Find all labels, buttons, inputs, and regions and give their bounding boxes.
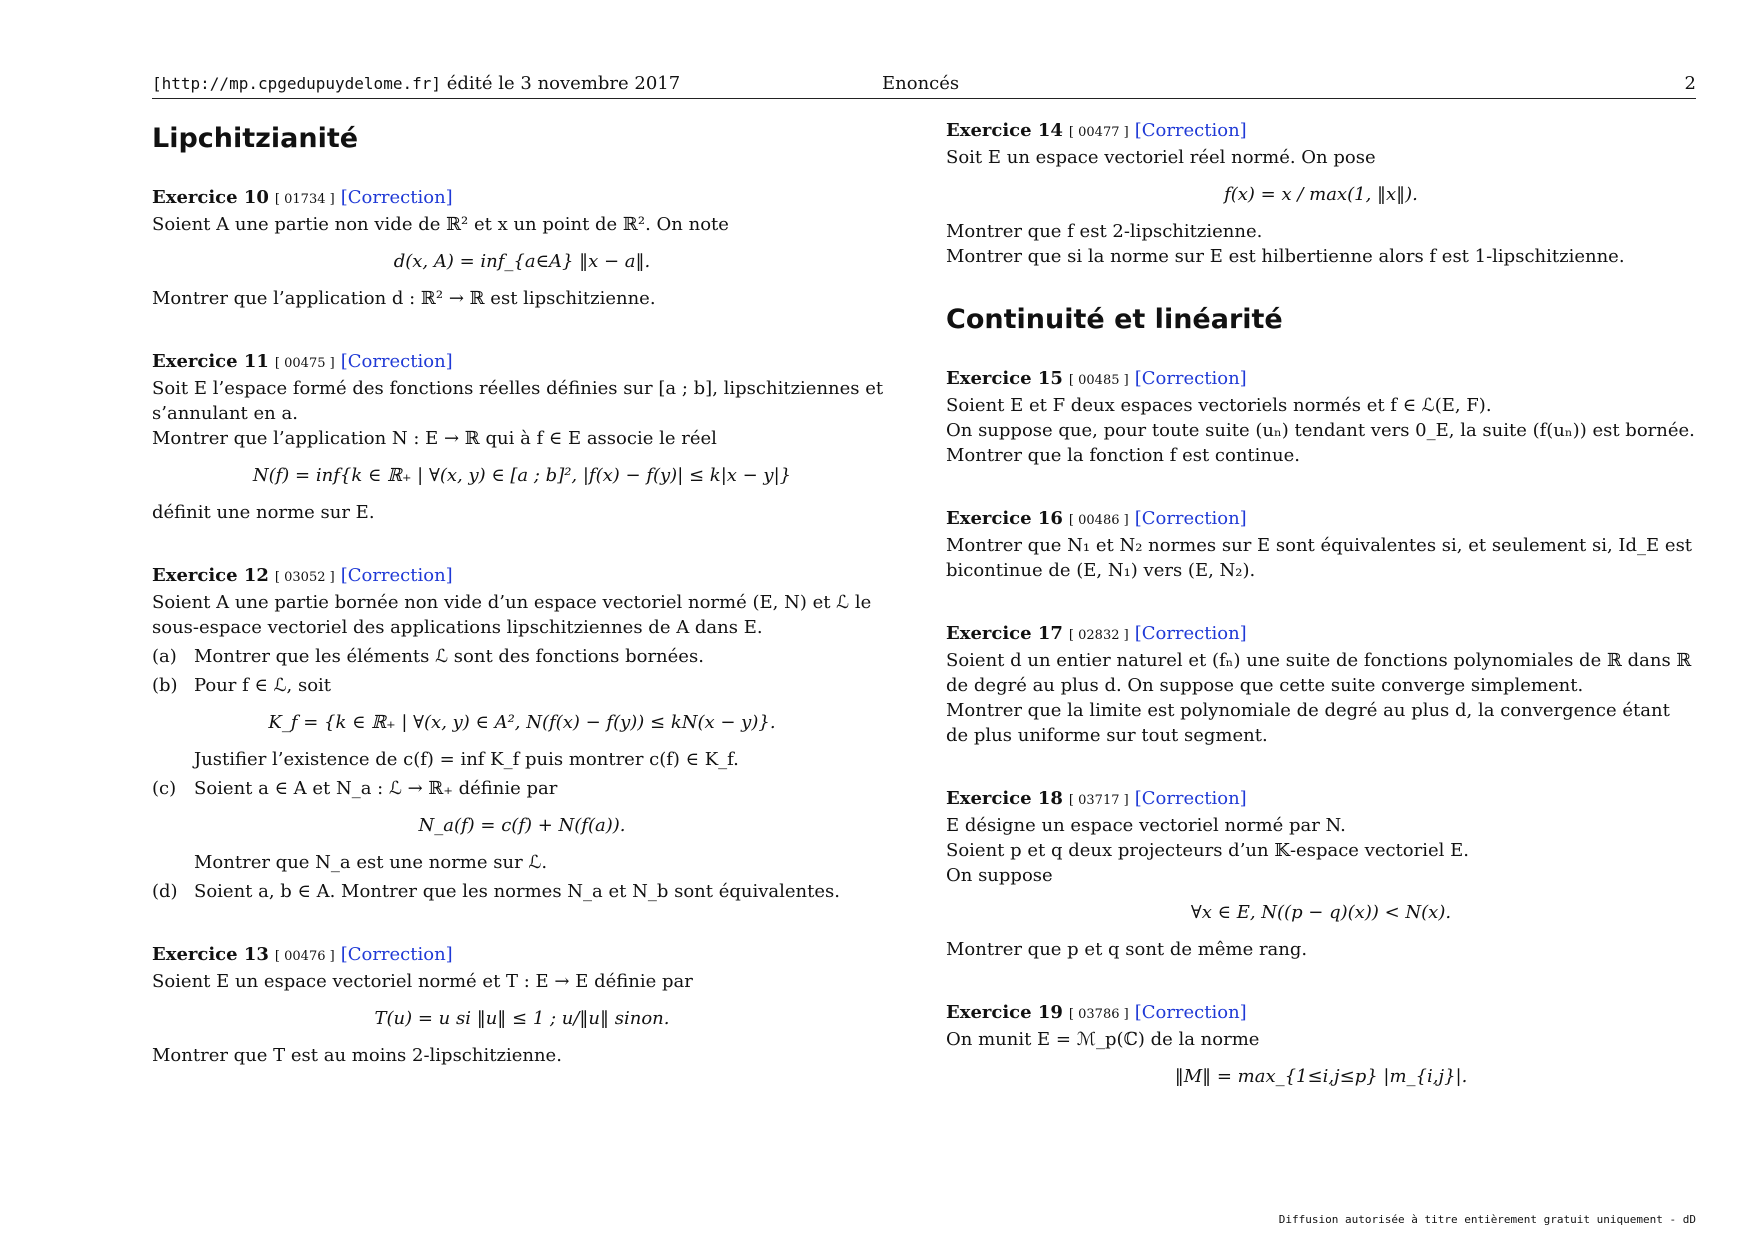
exercise-15 [946,366,1696,468]
exercise-text: E désigne un espace vectoriel normé par N. [946,815,1346,836]
correction-link[interactable]: [Correction] [1134,788,1247,809]
exercise-id: [ 03786 ] [1068,1007,1129,1022]
correction-link[interactable]: [Correction] [340,944,453,965]
item-label: (c) [152,778,177,799]
exercise-text: Montrer que l’application d : ℝ² → ℝ est lipschitzienne. [152,288,656,309]
exercise-header [152,942,892,969]
exercise-id: [ 01734 ] [274,192,335,207]
exercise-text: Montrer que f est 2-lipschitzienne. [946,221,1263,242]
question-a [152,644,892,669]
exercise-text: Montrer que si la norme sur E est hilbertienne alors f est 1-lipschitzienne. [946,246,1625,267]
exercise-title: Exercice 14 [946,120,1063,141]
question-c [152,776,892,801]
exercise-header [152,185,892,212]
exercise-title: Exercice 11 [152,351,269,372]
exercise-11 [152,349,892,525]
exercise-header [946,1000,1696,1027]
page-footer: Diffusion autorisée à titre entièrement gratuit uniquement - dD [1278,1213,1696,1226]
header-edited: édité le 3 novembre 2017 [446,73,681,94]
exercise-text: On munit E = ℳ_p(ℂ) de la norme [946,1029,1260,1050]
exercise-text: Montrer que la fonction f est continue. [946,445,1300,466]
exercise-text: Soit E un espace vectoriel réel normé. On pose [946,147,1376,168]
equation: N_a(f) = c(f) + N(f(a)). [418,815,626,836]
exercise-id: [ 00486 ] [1068,513,1129,528]
exercise-text: Soient E et F deux espaces vectoriels normés et f ∈ ℒ(E, F). [946,395,1492,416]
exercise-header [946,366,1696,393]
exercise-text: Montrer que p et q sont de même rang. [946,939,1308,960]
exercise-title: Exercice 18 [946,788,1063,809]
exercise-title: Exercice 15 [946,368,1063,389]
exercise-header [946,621,1696,648]
exercise-10 [152,185,892,311]
section-title: Continuité et linéarité [946,304,1283,335]
exercise-id: [ 00477 ] [1068,125,1129,140]
exercise-text: définit une norme sur E. [152,502,375,523]
equation: ‖M‖ = max_{1≤i,j≤p} |m_{i,j}|. [1174,1066,1468,1087]
exercise-id: [ 02832 ] [1068,628,1129,643]
exercise-header [946,118,1696,145]
correction-link[interactable]: [Correction] [1134,508,1247,529]
equation: K_f = {k ∈ ℝ₊ | ∀(x, y) ∈ A², N(f(x) − f(y)) ≤ kN(x − y)}. [268,712,776,733]
header-left [152,73,680,94]
page-header [152,70,1696,99]
exercise-14 [946,118,1696,269]
exercise-header [946,786,1696,813]
exercise-text: Soient E un espace vectoriel normé et T : E → E définie par [152,971,693,992]
item-text: Pour f ∈ ℒ, soit [194,675,332,696]
correction-link[interactable]: [Correction] [1134,1002,1247,1023]
question-b [152,673,892,698]
correction-link[interactable]: [Correction] [1134,623,1247,644]
right-column [946,118,1696,1127]
question-d [152,879,892,904]
equation: f(x) = x / max(1, ‖x‖). [1224,184,1418,205]
exercise-title: Exercice 19 [946,1002,1063,1023]
left-column [152,118,892,1106]
exercise-id: [ 00475 ] [274,356,335,371]
exercise-text: Soient p et q deux projecteurs d’un 𝕂-espace vectoriel E. [946,840,1469,861]
item-text: Soient a ∈ A et N_a : ℒ → ℝ₊ définie par [194,778,558,799]
exercise-title: Exercice 16 [946,508,1063,529]
item-text: Montrer que les éléments ℒ sont des fonctions bornées. [194,646,704,667]
exercise-17 [946,621,1696,748]
exercise-header [946,506,1696,533]
exercise-id: [ 03052 ] [274,570,335,585]
header-title: Enoncés [882,73,960,94]
item-text: Soient a, b ∈ A. Montrer que les normes N_a et N_b sont équivalentes. [194,881,840,902]
exercise-title: Exercice 12 [152,565,269,586]
equation: T(u) = u si ‖u‖ ≤ 1 ; u/‖u‖ sinon. [374,1008,670,1029]
exercise-id: [ 00485 ] [1068,373,1129,388]
correction-link[interactable]: [Correction] [1134,368,1247,389]
header-url[interactable]: [http://mp.cpgedupuydelome.fr] [152,74,441,93]
exercise-text: Soient A une partie bornée non vide d’un espace vectoriel normé (E, N) et ℒ le sous-espace vectoriel des applications lipschitziennes de A dans E. [152,592,872,638]
correction-link[interactable]: [Correction] [340,187,453,208]
exercise-text: Montrer que T est au moins 2-lipschitzienne. [152,1045,562,1066]
item-text: Montrer que N_a est une norme sur ℒ. [194,852,548,873]
correction-link[interactable]: [Correction] [340,565,453,586]
item-text: Justifier l’existence de c(f) = inf K_f puis montrer c(f) ∈ K_f. [194,749,739,770]
page-number: 2 [1684,73,1696,94]
equation: ∀x ∈ E, N((p − q)(x)) < N(x). [1190,902,1452,923]
exercise-text: On suppose que, pour toute suite (uₙ) tendant vers 0_E, la suite (f(uₙ)) est bornée. [946,420,1695,441]
equation: N(f) = inf{k ∈ ℝ₊ | ∀(x, y) ∈ [a ; b]², |f(x) − f(y)| ≤ k|x − y|} [252,465,792,486]
exercise-text: On suppose [946,865,1053,886]
exercise-18 [946,786,1696,962]
exercise-header [152,349,892,376]
item-label: (b) [152,675,178,696]
exercise-id: [ 03717 ] [1068,793,1129,808]
equation: d(x, A) = inf_{a∈A} ‖x − a‖. [393,251,651,272]
correction-link[interactable]: [Correction] [340,351,453,372]
correction-link[interactable]: [Correction] [1134,120,1247,141]
exercise-text: Montrer que l’application N : E → ℝ qui à f ∈ E associe le réel [152,428,717,449]
exercise-id: [ 00476 ] [274,949,335,964]
exercise-header [152,563,892,590]
exercise-19 [946,1000,1696,1089]
item-label: (a) [152,646,177,667]
exercise-16 [946,506,1696,583]
exercise-title: Exercice 13 [152,944,269,965]
exercise-13 [152,942,892,1068]
section-title: Lipchitzianité [152,123,359,154]
exercise-title: Exercice 10 [152,187,269,208]
exercise-text: Montrer que la limite est polynomiale de degré au plus d, la convergence étant de plus uniforme sur tout segment. [946,700,1670,746]
exercise-text: Soient d un entier naturel et (fₙ) une suite de fonctions polynomiales de ℝ dans ℝ de degré au plus d. On suppose que cette suite converge simplement. [946,650,1692,696]
exercise-text: Montrer que N₁ et N₂ normes sur E sont équivalentes si, et seulement si, Id_E est bicontinue de (E, N₁) vers (E, N₂). [946,535,1693,581]
item-label: (d) [152,881,178,902]
exercise-text: Soit E l’espace formé des fonctions réelles définies sur [a ; b], lipschitziennes et s’annulant en a. [152,378,884,424]
exercise-text: Soient A une partie non vide de ℝ² et x un point de ℝ². On note [152,214,729,235]
exercise-title: Exercice 17 [946,623,1063,644]
exercise-12 [152,563,892,904]
